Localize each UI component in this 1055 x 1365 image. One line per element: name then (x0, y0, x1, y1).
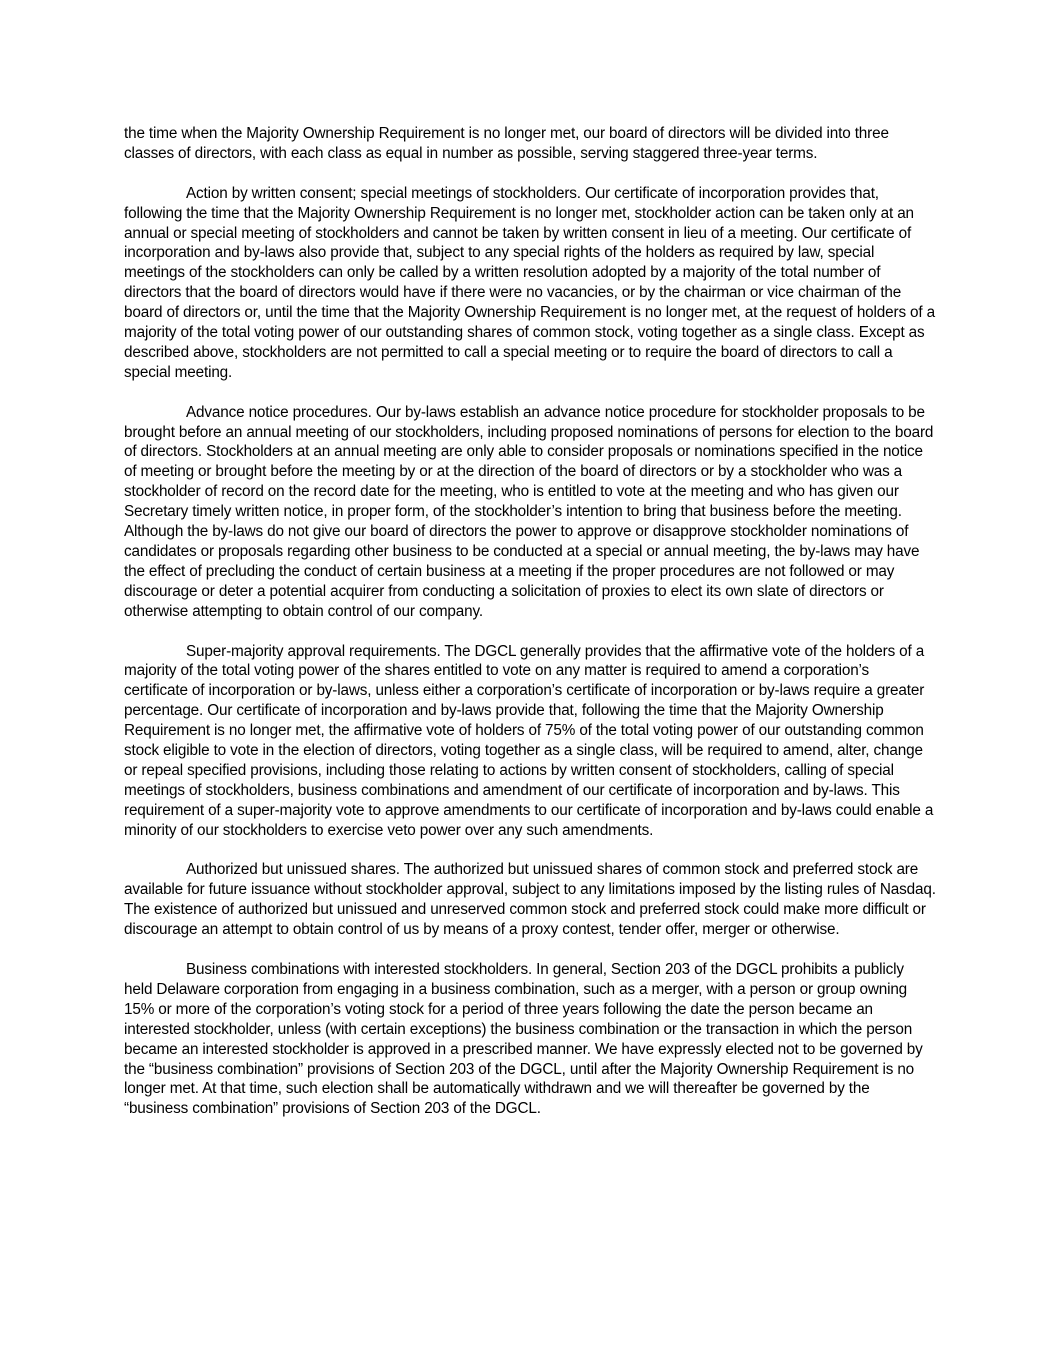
paragraph-heading: Super-majority approval requirements. (186, 642, 441, 660)
document-page (124, 124, 936, 1139)
paragraph-text: Our by-laws establish an advance notice procedure for stockholder proposals to be brought before an annual meeting of our stockholders, including proposed nominations of persons for election to the board of directors. Stockholders at an annual meeting are only able to consider proposals or nominations specified in the notice of meeting or brought before the meeting by or at the direction of the board of directors or by a stockholder who was a stockholder of record on the record date for the meeting, who is entitled to vote at the meeting and who has given our Secretary timely written notice, in proper form, of the stockholder’s intention to bring that business before the meeting. Although the by-laws do not give our board of directors the power to approve or disapprove stockholder nominations of candidates or proposals regarding other business to be conducted at a special or annual meeting, the by-laws may have the effect of precluding the conduct of certain business at a meeting if the proper procedures are not followed or may discourage or deter a potential acquirer from conducting a solicitation of proxies to elect its own slate of directors or otherwise attempting to obtain control of our company. (124, 403, 934, 620)
paragraph-text: The authorized but unissued shares of common stock and preferred stock are available for future issuance without stockholder approval, subject to any limitations imposed by the listing rules of Nasdaq. The existence of authorized but unissued and unreserved common stock and preferred stock could make more difficult or discourage an attempt to obtain control of us by means of a proxy contest, tender offer, merger or otherwise. (124, 861, 936, 939)
paragraph-text: the time when the Majority Ownership Requirement is no longer met, our board of directors will be divided into three classes of directors, with each class as equal in number as possible, serving staggered three-year terms. (124, 125, 889, 162)
paragraph-heading: Business combinations with interested stockholders. (186, 960, 533, 978)
paragraph-business-combinations (124, 960, 936, 1119)
paragraph-text: Our certificate of incorporation provides that, following the time that the Majority Ownership Requirement is no longer met, stockholder action can be taken only at an annual or special meeting of stockholders and cannot be taken by written consent in lieu of a meeting. Our certificate of incorporation and by-laws also provide that, subject to any special rights of the holders as required by law, special meetings of the stockholders can only be called by a written resolution adopted by a majority of the total number of directors that the board of directors would have if there were no vacancies, or by the chairman or vice chairman of the board of directors or, until the time that the Majority Ownership Requirement is no longer met, at the request of holders of a majority of the total voting power of our outstanding shares of common stock, voting together as a single class. Except as described above, stockholders are not permitted to call a special meeting or to require the board of directors to call a special meeting. (124, 184, 935, 381)
paragraph-super-majority (124, 642, 936, 841)
paragraph-text: In general, Section 203 of the DGCL prohibits a publicly held Delaware corporation from engaging in a business combination, such as a merger, with a person or group owning 15% or more of the corporation’s voting stock for a period of three years following the date the person became an interested stockholder, unless (with certain exceptions) the business combination or the transaction in which the person became an interested stockholder is approved in a prescribed manner. We have expressly elected not to be governed by the “business combination” provisions of Section 203 of the DGCL, until after the Majority Ownership Requirement is no longer met. At that time, such election shall be automatically withdrawn and we will thereafter be governed by the “business combination” provisions of Section 203 of the DGCL. (124, 960, 923, 1118)
paragraph-advance-notice (124, 403, 936, 622)
paragraph-heading: Action by written consent; special meetings of stockholders. (186, 184, 581, 202)
paragraph-heading: Advance notice procedures. (186, 403, 372, 421)
paragraph-unissued-shares (124, 860, 936, 940)
paragraph-text: The DGCL generally provides that the affirmative vote of the holders of a majority of the total voting power of the shares entitled to vote on any matter is required to amend a corporation’s certificate of incorporation or by-laws, unless either a corporation’s certificate of incorporation or by-laws require a greater percentage. Our certificate of incorporation and by-laws provide that, following the time that the Majority Ownership Requirement is no longer met, the affirmative vote of holders of 75% of the total voting power of our outstanding common stock eligible to vote in the election of directors, voting together as a single class, will be required to amend, alter, change or repeal specified provisions, including those relating to actions by written consent of stockholders, calling of special meetings of stockholders, business combinations and amendment of our certificate of incorporation and by-laws. This requirement of a super-majority vote to approve amendments to our certificate of incorporation and by-laws could enable a minority of our stockholders to exercise veto power over any such amendments. (124, 642, 934, 839)
paragraph-heading: Authorized but unissued shares. (186, 861, 400, 879)
paragraph-classified-board (124, 124, 936, 164)
paragraph-written-consent (124, 184, 936, 383)
